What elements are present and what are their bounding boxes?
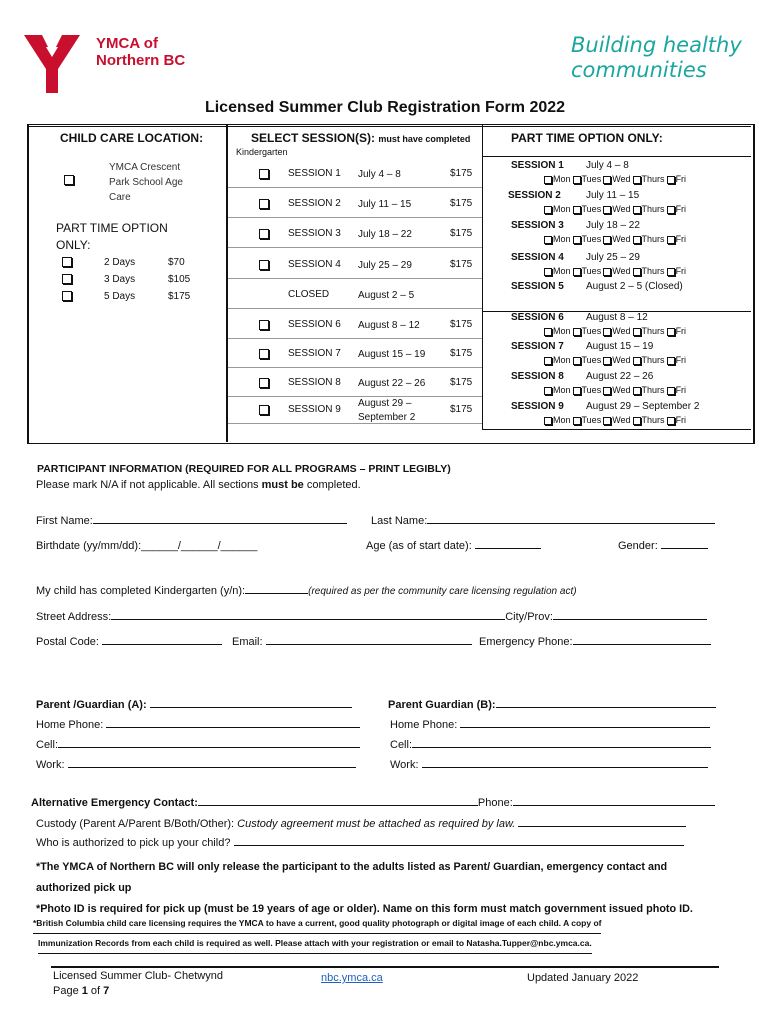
day-option[interactable]: Fri [667, 174, 687, 184]
day-checkbox[interactable] [573, 417, 581, 425]
session-row[interactable] [228, 340, 482, 368]
session-heading: SELECT SESSION(S): must have completed [251, 131, 471, 145]
day-option[interactable]: Fri [667, 385, 687, 395]
day-option[interactable]: Wed [603, 415, 630, 425]
day-checkbox[interactable] [544, 357, 552, 365]
part-time-session-name: SESSION 3 [511, 220, 564, 231]
session-name: SESSION 4 [288, 259, 341, 270]
day-checkbox[interactable] [633, 387, 641, 395]
day-checkbox[interactable] [603, 357, 611, 365]
day-checkbox[interactable] [544, 176, 552, 184]
day-checkboxes [544, 415, 688, 425]
day-checkbox[interactable] [573, 328, 581, 336]
session-row[interactable] [228, 369, 482, 397]
day-option[interactable]: Tues [573, 174, 602, 184]
day-option[interactable]: Mon [544, 234, 571, 244]
part-time-row [484, 312, 750, 342]
day-checkbox[interactable] [603, 268, 611, 276]
day-checkboxes [544, 234, 688, 244]
footer-program: Licensed Summer Club- Chetwynd Page 1 of 7 [53, 970, 223, 997]
session-divider [228, 278, 482, 279]
day-option[interactable]: Fri [667, 326, 687, 336]
part-time-row [484, 190, 750, 220]
day-option[interactable]: Thurs [633, 234, 665, 244]
org-name: YMCA of Northern BC [96, 35, 186, 69]
session-row[interactable] [228, 220, 482, 248]
day-checkbox[interactable] [573, 206, 581, 214]
day-checkboxes [544, 326, 688, 336]
day-checkbox[interactable] [667, 328, 675, 336]
day-option[interactable]: Wed [603, 385, 630, 395]
day-option[interactable]: Thurs [633, 266, 665, 276]
day-checkbox[interactable] [667, 357, 675, 365]
release-notice: *The YMCA of Northern BC will only release the participant to the adults listed as Parent/ Guardian, emergency contact and authorized pick up *Photo ID is required for pick up (must be 19 years of age or older). Name on this form must match government issued photo ID. [36, 861, 693, 915]
guardian-a-home-phone[interactable]: Home Phone: [36, 719, 360, 731]
part-time-session-name: SESSION 6 [511, 312, 564, 323]
session-divider [228, 217, 482, 218]
session-divider [228, 247, 482, 248]
part-time-options [62, 254, 190, 305]
email-field[interactable]: Email: [232, 636, 472, 648]
day-option[interactable]: Tues [573, 326, 602, 336]
session-checkbox[interactable] [259, 378, 269, 388]
day-checkbox[interactable] [667, 206, 675, 214]
footer-divider [51, 966, 719, 968]
part-time-session-dates: July 25 – 29 [586, 252, 640, 263]
session-row[interactable] [228, 251, 482, 279]
day-checkbox[interactable] [573, 387, 581, 395]
part-time-heading: PART TIME OPTION ONLY: [511, 131, 663, 145]
part-time-session-name: SESSION 2 [508, 190, 561, 201]
part-time-row [484, 341, 750, 371]
day-option[interactable]: Thurs [633, 385, 665, 395]
option-row[interactable]: 2 Days $70 [62, 254, 190, 271]
part-time-session-dates: August 29 – September 2 [586, 401, 700, 412]
day-checkbox[interactable] [667, 236, 675, 244]
website-link[interactable]: nbc.ymca.ca [321, 972, 383, 984]
emergency-phone-field[interactable]: Emergency Phone: [479, 636, 711, 648]
session-dates: August 8 – 12 [358, 320, 420, 331]
session-price: $175 [450, 348, 473, 359]
day-option[interactable]: Thurs [633, 355, 665, 365]
session-name: SESSION 2 [288, 198, 341, 209]
session-name: SESSION 7 [288, 348, 341, 359]
day-checkbox[interactable] [544, 206, 552, 214]
part-time-row [484, 281, 750, 311]
guardian-b-work[interactable]: Work: [390, 759, 708, 771]
session-checkbox[interactable] [259, 229, 269, 239]
session-name: SESSION 8 [288, 377, 341, 388]
part-time-row [484, 401, 750, 431]
day-option[interactable]: Mon [544, 415, 571, 425]
day-checkbox[interactable] [603, 236, 611, 244]
day-checkbox[interactable] [544, 268, 552, 276]
session-price: $175 [450, 198, 473, 209]
session-dates: August 29 – September 2 [358, 398, 416, 423]
session-dates: July 11 – 15 [358, 199, 412, 210]
day-checkboxes [544, 385, 688, 395]
session-checkbox[interactable] [259, 169, 269, 179]
last-name-field[interactable]: Last Name: [371, 515, 715, 527]
page-title: Licensed Summer Club Registration Form 2022 [204, 99, 566, 116]
session-checkbox[interactable] [259, 405, 269, 415]
day-option[interactable]: Thurs [633, 326, 665, 336]
part-time-session-dates: August 22 – 26 [586, 371, 654, 382]
session-row[interactable] [228, 190, 482, 218]
day-option[interactable]: Wed [603, 266, 630, 276]
day-option[interactable]: Fri [667, 415, 687, 425]
day-option[interactable]: Wed [603, 204, 630, 214]
day-checkbox[interactable] [633, 357, 641, 365]
day-checkbox[interactable] [544, 417, 552, 425]
day-option[interactable]: Mon [544, 204, 571, 214]
day-checkbox[interactable] [633, 417, 641, 425]
location-site: YMCA Crescent Park School Age Care [109, 162, 183, 203]
session-name: SESSION 9 [288, 404, 341, 415]
day-option[interactable]: Tues [573, 234, 602, 244]
session-divider [228, 423, 482, 424]
option-row[interactable]: 5 Days $175 [62, 288, 190, 305]
custody-field[interactable]: Custody (Parent A/Parent B/Both/Other): Custody agreement must be attached as required by law. [36, 818, 686, 830]
session-checkbox[interactable] [259, 199, 269, 209]
session-divider [228, 367, 482, 368]
part-time-session-name: SESSION 4 [511, 252, 564, 263]
day-option[interactable]: Thurs [633, 174, 665, 184]
alt-emergency-contact-field[interactable]: Alternative Emergency Contact: Phone: [31, 797, 715, 809]
session-note: Kindergarten [236, 147, 288, 157]
age-field[interactable]: Age (as of start date): [366, 540, 541, 552]
day-checkbox[interactable] [544, 328, 552, 336]
part-time-row [484, 160, 750, 190]
day-option[interactable]: Mon [544, 174, 571, 184]
session-dates: August 15 – 19 [358, 349, 426, 360]
guardian-a-field[interactable]: Parent /Guardian (A): [36, 699, 352, 711]
session-dates: August 22 – 26 [358, 378, 426, 389]
day-checkbox[interactable] [633, 236, 641, 244]
day-checkbox[interactable] [633, 268, 641, 276]
day-option[interactable]: Fri [667, 204, 687, 214]
day-checkbox[interactable] [667, 387, 675, 395]
part-time-session-name: SESSION 9 [511, 401, 564, 412]
day-checkbox[interactable] [603, 206, 611, 214]
gender-field[interactable]: Gender: [618, 540, 708, 552]
guardian-a-cell[interactable]: Cell: [36, 739, 360, 751]
session-row[interactable] [228, 281, 482, 309]
session-row[interactable] [228, 311, 482, 339]
part-time-row [484, 371, 750, 401]
session-name: SESSION 3 [288, 228, 341, 239]
page-number: Page 1 of 7 [53, 985, 110, 997]
part-time-session-dates: August 2 – 5 (Closed) [586, 281, 683, 292]
participant-heading: PARTICIPANT INFORMATION (REQUIRED FOR ALL PROGRAMS – PRINT LEGIBLY) [37, 463, 451, 475]
part-time-session-dates: August 15 – 19 [586, 341, 654, 352]
part-time-session-name: SESSION 1 [511, 160, 564, 171]
day-option[interactable]: Tues [573, 415, 602, 425]
day-option[interactable]: Mon [544, 355, 571, 365]
session-dates: July 25 – 29 [358, 260, 412, 271]
session-checkbox[interactable] [259, 320, 269, 330]
session-name: SESSION 1 [288, 168, 341, 179]
day-checkbox[interactable] [573, 268, 581, 276]
pickup-field[interactable]: Who is authorized to pick up your child? [36, 837, 684, 849]
day-checkbox[interactable] [603, 417, 611, 425]
day-checkbox[interactable] [603, 328, 611, 336]
session-dates: August 2 – 5 [358, 290, 415, 301]
guardian-a-work[interactable]: Work: [36, 759, 356, 771]
part-time-option-heading: PART TIME OPTION ONLY: [56, 221, 168, 252]
day-checkbox[interactable] [667, 268, 675, 276]
day-option[interactable]: Thurs [633, 204, 665, 214]
location-checkbox[interactable] [64, 171, 78, 189]
session-divider [228, 308, 482, 309]
session-price: $175 [450, 228, 473, 239]
session-price: $175 [450, 377, 473, 388]
tagline: Building healthy communities [571, 33, 742, 82]
postal-code-field[interactable]: Postal Code: [36, 636, 222, 648]
session-price: $175 [450, 168, 473, 179]
session-price: $175 [450, 259, 473, 270]
day-checkbox[interactable] [573, 236, 581, 244]
day-option[interactable]: Tues [573, 385, 602, 395]
part-time-session-name: SESSION 5 [511, 281, 564, 292]
part-time-row [484, 220, 750, 250]
day-option[interactable]: Wed [603, 355, 630, 365]
option-row[interactable]: 3 Days $105 [62, 271, 190, 288]
day-checkbox[interactable] [667, 176, 675, 184]
guardian-b-cell[interactable]: Cell: [390, 739, 711, 751]
birthdate-field[interactable]: Birthdate (yy/mm/dd):______/______/______ [36, 540, 258, 552]
day-checkboxes [544, 204, 688, 214]
day-checkboxes [544, 174, 688, 184]
location-heading: CHILD CARE LOCATION: [60, 131, 204, 145]
session-row[interactable] [228, 396, 482, 424]
day-option[interactable]: Wed [603, 326, 630, 336]
updated-date: Updated January 2022 [527, 972, 639, 984]
day-option[interactable]: Mon [544, 385, 571, 395]
participant-instructions: Please mark N/A if not applicable. All sections must be completed. [36, 479, 361, 491]
ymca-logo [24, 35, 80, 93]
session-row[interactable] [228, 160, 482, 188]
first-name-field[interactable]: First Name: [36, 515, 347, 527]
day-checkboxes [544, 355, 688, 365]
part-time-session-dates: July 4 – 8 [586, 160, 629, 171]
day-checkbox[interactable] [603, 176, 611, 184]
day-option[interactable]: Fri [667, 266, 687, 276]
session-name: SESSION 6 [288, 319, 341, 330]
kindergarten-field[interactable]: My child has completed Kindergarten (y/n): (required as per the community care licensing regulation act) [36, 585, 577, 597]
day-option[interactable]: Tues [573, 355, 602, 365]
day-option[interactable]: Wed [603, 174, 630, 184]
day-checkbox[interactable] [633, 176, 641, 184]
street-address-field[interactable]: Street Address: City/Prov: [36, 611, 707, 623]
day-checkbox[interactable] [573, 357, 581, 365]
day-checkbox[interactable] [544, 387, 552, 395]
day-checkboxes [544, 266, 688, 276]
day-option[interactable]: Thurs [633, 415, 665, 425]
day-checkbox[interactable] [573, 176, 581, 184]
session-checkbox[interactable] [259, 260, 269, 270]
day-option[interactable]: Mon [544, 326, 571, 336]
part-time-session-name: SESSION 7 [511, 341, 564, 352]
part-time-session-dates: July 18 – 22 [586, 220, 640, 231]
session-price: $175 [450, 404, 473, 415]
day-option[interactable]: Tues [573, 204, 602, 214]
day-option[interactable]: Fri [667, 355, 687, 365]
part-time-session-dates: July 11 – 15 [586, 190, 640, 201]
session-name: CLOSED [288, 289, 330, 300]
session-dates: July 4 – 8 [358, 169, 401, 180]
part-time-session-dates: August 8 – 12 [586, 312, 648, 323]
licensing-notice: *British Columbia child care licensing requires the YMCA to have a current, good quality photograph or digital image of each child. A copy of Immunization Records from each child is required as well. Please attach with your registration or email to Natasha.Tupper@nbc.ymca.ca. [33, 914, 601, 954]
day-checkbox[interactable] [667, 417, 675, 425]
part-time-session-name: SESSION 8 [511, 371, 564, 382]
day-checkbox[interactable] [544, 236, 552, 244]
day-option[interactable]: Wed [603, 234, 630, 244]
day-checkbox[interactable] [603, 387, 611, 395]
session-divider [228, 338, 482, 339]
day-option[interactable]: Mon [544, 266, 571, 276]
guardian-b-field[interactable]: Parent Guardian (B): [388, 699, 716, 711]
session-dates: July 18 – 22 [358, 229, 412, 240]
day-checkbox[interactable] [633, 328, 641, 336]
session-checkbox[interactable] [259, 349, 269, 359]
session-price: $175 [450, 319, 473, 330]
session-divider [228, 187, 482, 188]
guardian-b-home-phone[interactable]: Home Phone: [390, 719, 710, 731]
part-time-row [484, 252, 750, 282]
day-option[interactable]: Fri [667, 234, 687, 244]
ymca-y-mark-icon [24, 35, 80, 93]
day-checkbox[interactable] [633, 206, 641, 214]
day-option[interactable]: Tues [573, 266, 602, 276]
